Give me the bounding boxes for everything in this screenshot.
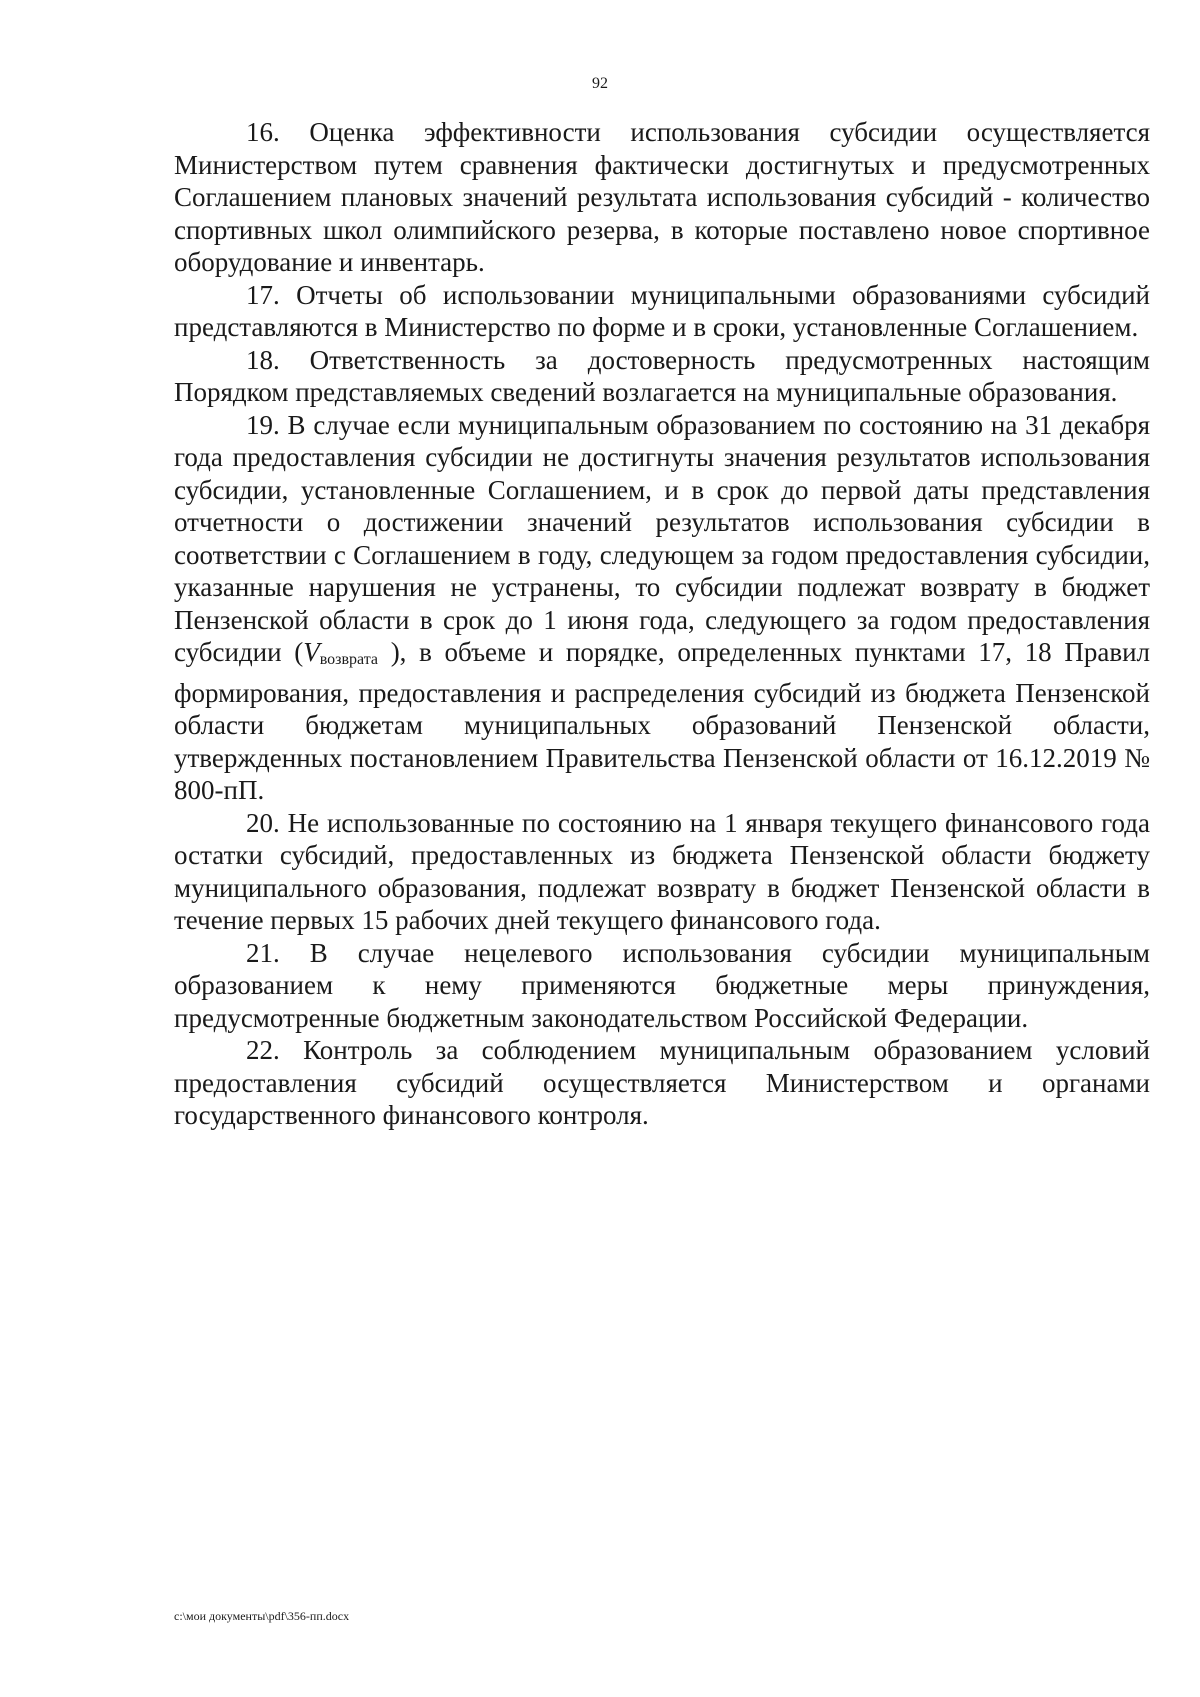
paragraph-19-text-after: ), в объеме и порядке, определенных пунктами 17, 18 Правил формирования, предоставления и распределения субсидий из бюджета Пензенской области бюджетам муниципальных образований Пензенской области, утвержденных постановлением Правительства Пензенской области от 16.12.2019 № 800-пП. <box>174 637 1150 805</box>
document-body <box>174 116 1150 1132</box>
paragraph-16: 16. Оценка эффективности использования субсидии осуществляется Министерством путем сравнения фактически достигнутых и предусмотренных Соглашением плановых значений результата использования субсидий - количество спортивных школ олимпийского резерва, в которые поставлено новое спортивное оборудование и инвентарь. <box>174 117 1150 277</box>
paragraph-18: 18. Ответственность за достоверность предусмотренных настоящим Порядком представляемых сведений возлагается на муниципальные образования. <box>174 344 1150 407</box>
page-number: 92 <box>592 75 608 92</box>
footer-file-path: c:\мои документы\pdf\356-пп.docx <box>174 1609 350 1623</box>
paragraph-17: 17. Отчеты об использовании муниципальными образованиями субсидий представляются в Министерство по форме и в сроки, установленные Соглашением. <box>174 279 1150 342</box>
paragraph-21: 21. В случае нецелевого использования субсидии муниципальным образованием к нему применяются бюджетные меры принуждения, предусмотренные бюджетным законодательством Российской Федерации. <box>174 937 1150 1033</box>
paragraph-19-text-before: 19. В случае если муниципальным образованием по состоянию на 31 декабря года предоставления субсидии не достигнуты значения результатов использования субсидии, установленные Соглашением, и в срок до первой даты представления отчетности о достижении значений результатов использования субсидии в соответствии с Соглашением в году, следующем за годом предоставления субсидии, указанные нарушения не устранены, то субсидии подлежат возврату в бюджет Пензенской области в срок до 1 июня года, следующего за годом предоставления субсидии ( <box>174 409 1150 667</box>
variable-symbol: V <box>303 637 320 667</box>
paragraph-20: 20. Не использованные по состоянию на 1 января текущего финансового года остатки субсидий, предоставленных из бюджета Пензенской области бюджету муниципального образования, подлежат возврату в бюджет Пензенской области в течение первых 15 рабочих дней текущего финансового года. <box>174 807 1150 935</box>
paragraph-22: 22. Контроль за соблюдением муниципальным образованием условий предоставления субсидий осуществляется Министерством и органами государственного финансового контроля. <box>174 1035 1150 1130</box>
paragraph-19 <box>174 409 1150 807</box>
variable-subscript: возврата <box>319 651 379 668</box>
